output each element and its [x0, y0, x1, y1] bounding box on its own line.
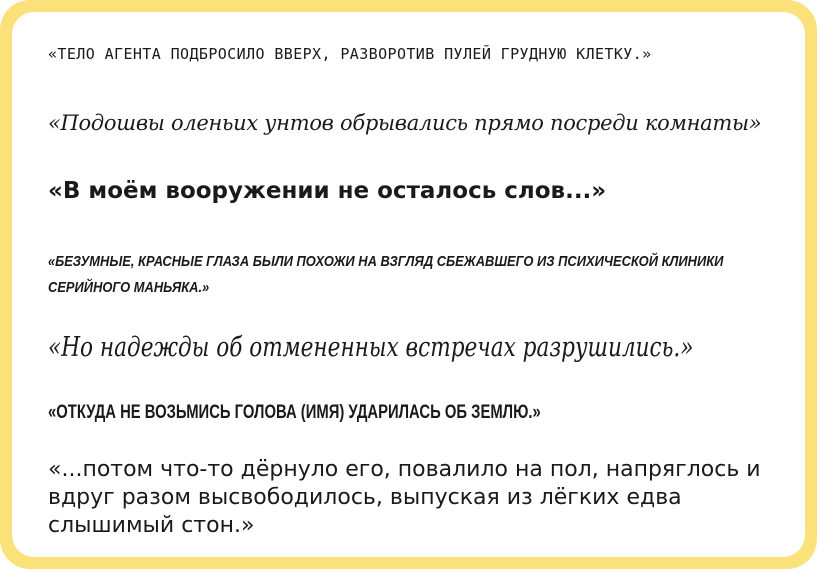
quote-red-eyes: «БЕЗУМНЫЕ, КРАСНЫЕ ГЛАЗА БЫЛИ ПОХОЖИ НА ВЗГЛЯД СБЕЖАВШЕГО ИЗ ПСИХИЧЕСКОЙ КЛИНИКИ СЕРИЙНОГО МАНЬЯКА.»	[48, 253, 724, 296]
quote-groan: «...потом что-то дёрнуло его, повалило на пол, напряглось и вдруг разом высвободилось, выпуская из лёгких едва слышимый стон.»	[48, 457, 761, 538]
quote-no-words: «В моём вооружении не осталось слов...»	[48, 178, 607, 204]
quote-head-hit-ground: «ОТКУДА НЕ ВОЗЬМИСЬ ГОЛОВА (ИМЯ) УДАРИЛАСЬ ОБ ЗЕМЛЮ.»	[48, 402, 541, 423]
quotes-card	[12, 12, 805, 557]
quote-broken-hopes: «Но надежды об отмененных встречах разрушились.»	[48, 332, 694, 363]
quote-deer-boots: «Подошвы оленьих унтов обрывались прямо посреди комнаты»	[48, 111, 762, 135]
quote-agent-body: «ТЕЛО АГЕНТА ПОДБРОСИЛО ВВЕРХ, РАЗВОРОТИВ ПУЛЕЙ ГРУДНУЮ КЛЕТКУ.»	[48, 45, 652, 63]
